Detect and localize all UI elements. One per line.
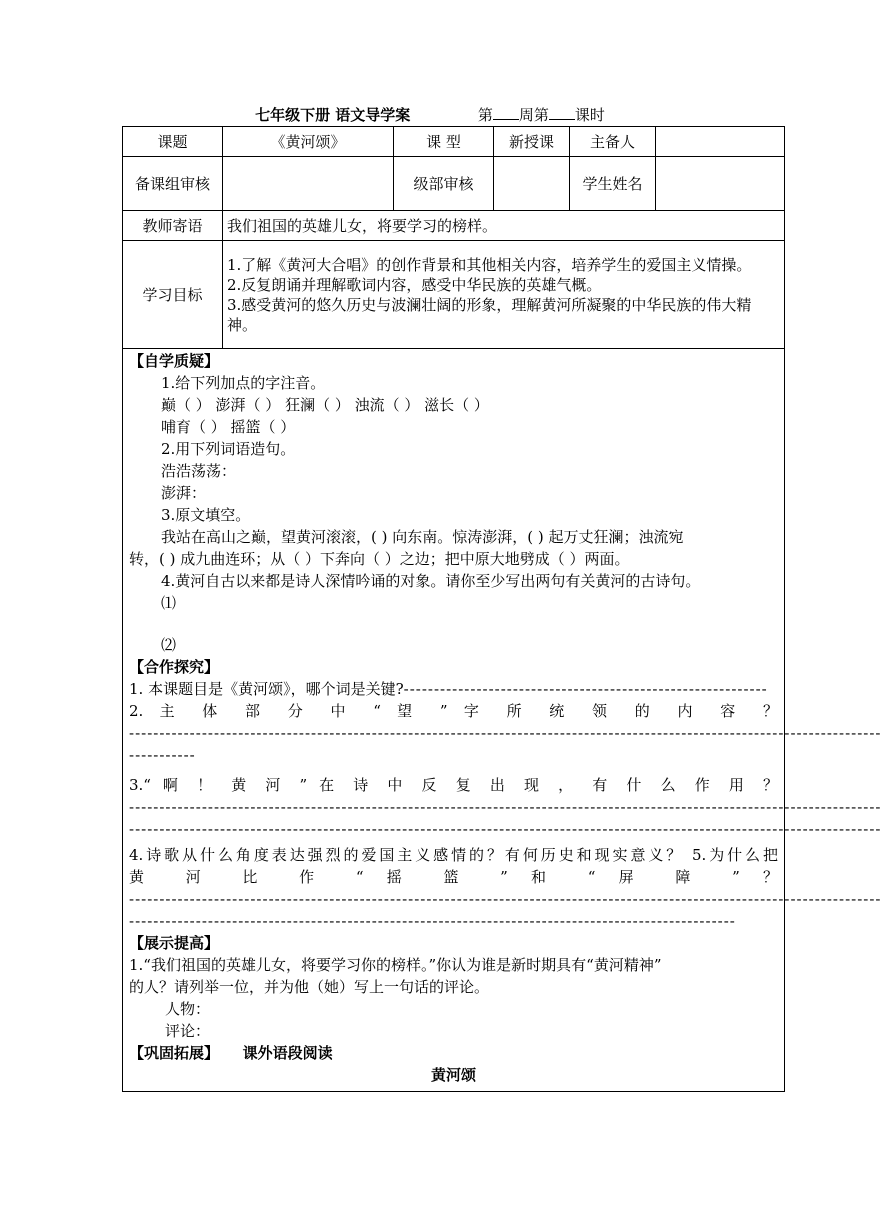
label-topic: 课题 [123,127,223,157]
goal-item: 2.反复朗诵并理解歌词内容，感受中华民族的英雄气概。 [227,275,602,294]
grade-review-field[interactable] [494,157,570,211]
preparer-field[interactable] [656,127,785,157]
label-teacher-message: 教师寄语 [123,211,223,241]
show-heading: 【展示提高】 [129,934,220,952]
show-q1b: 的人？请列举一位，并为他（她）写上一句话的评论。 [129,978,490,996]
study-plan-table [122,126,881,1092]
label-grade-review: 级部审核 [394,157,494,211]
show-person[interactable]: 人物： [165,1000,211,1018]
group-review-field[interactable] [223,157,394,211]
selfstudy-q4-answer-1[interactable]: ⑴ [161,594,177,612]
selfstudy-q3-text1[interactable]: 我站在高山之巅，望黄河滚滚，( ) 向东南。惊涛澎湃，( ) 起万丈狂澜；浊流宛 [161,528,684,546]
coop-heading: 【合作探究】 [129,658,220,676]
show-q1a: 1.“我们祖国的英雄儿女，将要学习你的榜样。”你认为谁是新时期具有“黄河精神” [129,956,662,974]
answer-line[interactable]: ---------------------------------------------------------------------------------------------------------------------------- [129,820,881,838]
coop-q1-row [129,679,778,701]
coop-q5: 黄 河 比 作 “ 摇 篮 ” 和 “ 屏 障 ” ？ [129,868,778,886]
week-prefix: 第 [477,106,493,124]
selfstudy-q1-line1[interactable]: 巅（ ） 澎湃（ ） 狂澜（ ） 浊流（ ） 滋长（ ） [161,396,489,414]
label-preparer: 主备人 [570,127,656,157]
answer-line[interactable]: ---------------------------------------------------------------------------------------------------------------------------- [129,724,881,742]
row-goals [123,241,785,349]
learning-goals [223,241,785,349]
selfstudy-q4: 4.黄河自古以来都是诗人深情吟诵的对象。请你至少写出两句有关黄河的古诗句。 [161,572,701,590]
goal-item: 3.感受黄河的悠久历史与波澜壮阔的形象，理解黄河所凝聚的中华民族的伟大精神。 [227,295,752,334]
doc-title: 七年级下册 语文导学案 [255,106,411,124]
week-blank[interactable] [493,105,519,120]
show-comment[interactable]: 评论： [165,1022,211,1040]
selfstudy-q1: 1.给下列加点的字注音。 [161,374,326,392]
topic-value: 《黄河颂》 [223,127,394,157]
coop-q3: 3.“ 啊 ！ 黄 河 ” 在 诗 中 反 复 出 现 ， 有 什 么 作 用 ？ [129,776,778,794]
page-title [0,104,860,125]
goal-item: 1.了解《黄河大合唱》的创作背景和其他相关内容，培养学生的爱国主义情操。 [227,255,752,274]
label-learning-goals: 学习目标 [123,241,223,349]
label-lesson-type: 课 型 [394,127,494,157]
lesson-type-value: 新授课 [494,127,570,157]
extend-row [129,1043,778,1065]
selfstudy-q2: 2.用下列词语造句。 [161,440,296,458]
row-body [123,349,785,1092]
selfstudy-q4-answer-2[interactable]: ⑵ [161,636,177,654]
reading-title: 黄河颂 [430,1066,476,1084]
row-review [123,157,785,211]
selfstudy-q3-text2[interactable]: 转，( ) 成九曲连环；从（ ）下奔向（ ）之边；把中原大地劈成（ ）两面。 [129,550,630,568]
answer-line[interactable]: ---------------------------------------------------------------------------------------------------------------------------- [129,798,881,816]
teacher-message: 我们祖国的英雄儿女，将要学习的榜样。 [223,211,785,241]
extend-subheading: 课外语段阅读 [242,1044,333,1062]
extend-heading: 【巩固拓展】 [129,1044,220,1062]
coop-q2: 2. 主 体 部 分 中 “ 望 ” 字 所 统 领 的 内 容 ？ [129,702,778,720]
selfstudy-q1-line2[interactable]: 哺育（ ） 摇篮（ ） [161,418,296,436]
week-suffix: 课时 [574,106,605,124]
coop-q1: 1. 本课题目是《黄河颂》，哪个词是关键? [129,680,404,698]
week-mid: 周第 [518,106,549,124]
student-name-field[interactable] [656,157,785,211]
row-topic [123,127,785,157]
lesson-blank[interactable] [549,105,575,120]
worksheet-body [123,349,881,1092]
answer-line[interactable]: ---------------------------------------------------------------------------------------------------------------------------- [129,890,881,908]
label-student-name: 学生姓名 [570,157,656,211]
coop-q4: 4.诗歌从什么角度表达强烈的爱国主义感情的？有何历史和现实意义？ 5.为什么把 [129,846,778,864]
answer-line[interactable]: ---------------------------------------------------------------------------------------------------- [129,912,736,930]
selfstudy-q2-word-a[interactable]: 浩浩荡荡： [161,462,237,480]
answer-line[interactable]: ----------- [129,746,196,764]
row-message [123,211,785,241]
selfstudy-heading: 【自学质疑】 [129,352,220,370]
selfstudy-q3: 3.原文填空。 [161,506,251,524]
answer-line[interactable]: ------------------------------------------------------------ [403,680,768,698]
label-group-review: 备课组审核 [123,157,223,211]
selfstudy-q2-word-b[interactable]: 澎湃： [161,484,207,502]
